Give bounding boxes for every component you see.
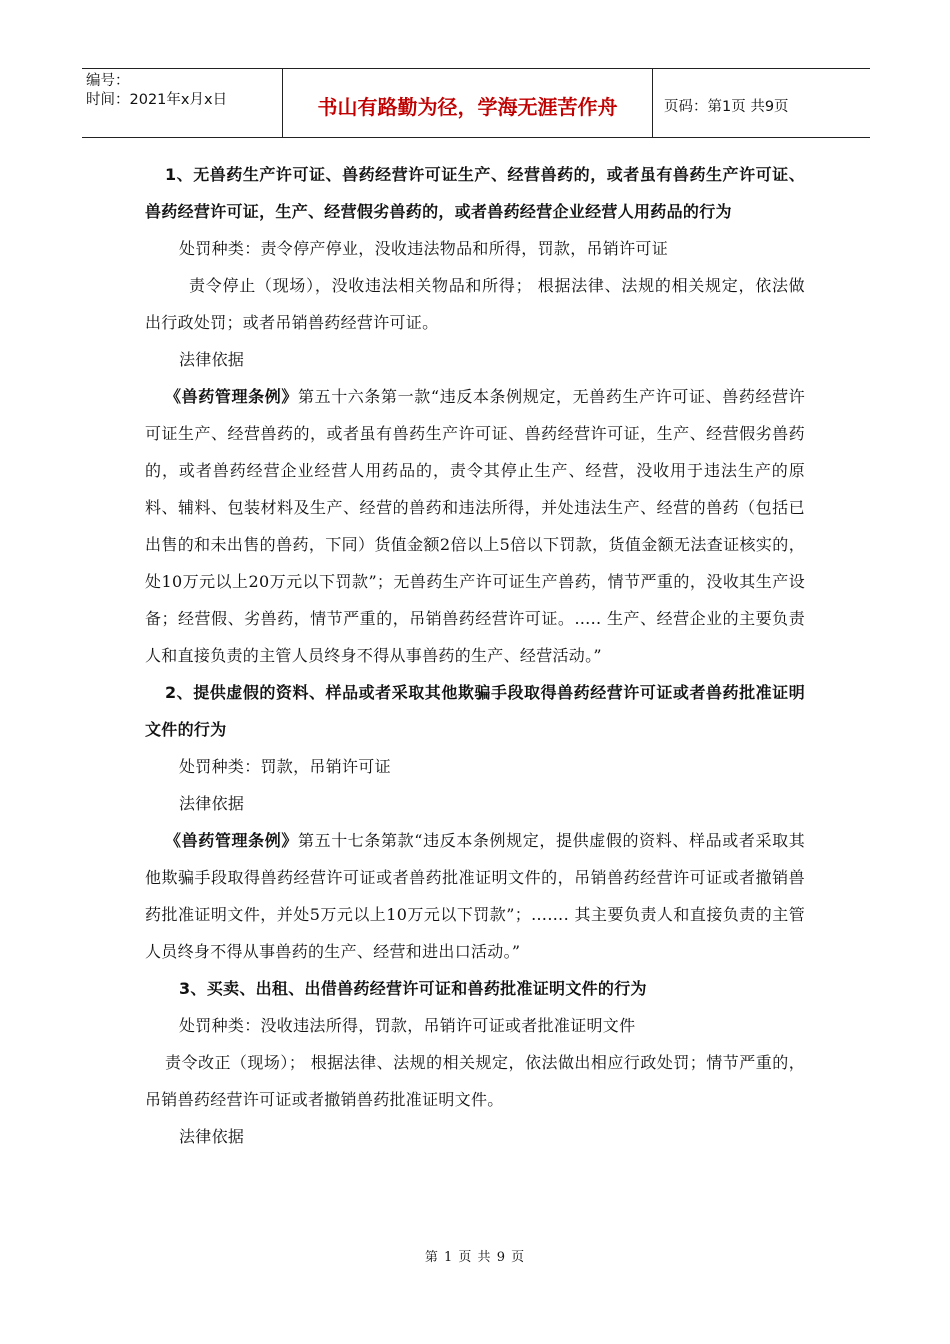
legal-basis-label: 法律依据	[179, 1127, 245, 1146]
section-heading: 1、无兽药生产许可证、兽药经营许可证生产、经营兽药的，或者虽有兽药生产许可证、兽药经营许可证，生产、经营假劣兽药的，或者兽药经营企业经营人用药品的行为	[145, 165, 805, 221]
regulation-text: 第五十七条第款“违反本条例规定，提供虚假的资料、样品或者采取其他欺骗手段取得兽药经营许可证或者兽药批准证明文件的，吊销兽药经营许可证或者撤销兽药批准证明文件，并处5万元以上10万元以下罚款”；……. 其主要负责人和直接负责的主管人员终身不得从事兽药的生产、经营和进出口活动。”	[145, 831, 805, 961]
regulation-name: 《兽药管理条例》	[165, 831, 298, 850]
section-heading: 3、买卖、出租、出借兽药经营许可证和兽药批准证明文件的行为	[179, 979, 647, 998]
header-table	[82, 68, 870, 138]
number-label: 编号：	[86, 73, 130, 89]
date-label: 时间：2021年x月x日	[86, 92, 228, 108]
penalty-measures: 责令改正（现场）； 根据法律、法规的相关规定，依法做出相应行政处罚；情节严重的，吊销兽药经营许可证或者撤销兽药批准证明文件。	[145, 1053, 805, 1109]
penalty-type: 处罚种类：没收违法所得，罚款，吊销许可证或者批准证明文件	[179, 1016, 636, 1035]
header-divider	[652, 69, 653, 137]
section-heading: 2、提供虚假的资料、样品或者采取其他欺骗手段取得兽药经营许可证或者兽药批准证明文件的行为	[145, 683, 805, 739]
header-motto: 书山有路勤为径，学海无涯苦作舟	[317, 94, 618, 119]
legal-basis-label: 法律依据	[179, 794, 245, 813]
regulation-text: 第五十六条第一款“违反本条例规定，无兽药生产许可证、兽药经营许可证生产、经营兽药的，或者虽有兽药生产许可证、兽药经营许可证，生产、经营假劣兽药的，或者兽药经营企业经营人用药品的，责令其停止生产、经营，没收用于违法生产的原料、辅料、包装材料及生产、经营的兽药和违法所得，并处违法生产、经营的兽药（包括已出售的和未出售的兽药，下同）货值金额2倍以上5倍以下罚款，货值金额无法查证核实的，处10万元以上20万元以下罚款”；无兽药生产许可证生产兽药，情节严重的，没收其生产设备；经营假、劣兽药，情节严重的，吊销兽药经营许可证。….. 生产、经营企业的主要负责人和直接负责的主管人员终身不得从事兽药的生产、经营活动。”	[145, 387, 805, 665]
header-meta	[82, 69, 282, 137]
regulation-paragraph	[145, 378, 805, 674]
legal-basis-label: 法律依据	[179, 350, 245, 369]
document-body	[145, 156, 805, 1155]
header-page-info: 页码：第1页 共9页	[664, 98, 789, 115]
regulation-name: 《兽药管理条例》	[165, 387, 298, 406]
penalty-type: 处罚种类：罚款，吊销许可证	[179, 757, 391, 776]
penalty-type: 处罚种类：责令停产停业，没收违法物品和所得，罚款，吊销许可证	[179, 239, 669, 258]
penalty-measures: 责令停止（现场），没收违法相关物品和所得； 根据法律、法规的相关规定，依法做出行政处罚；或者吊销兽药经营许可证。	[145, 276, 805, 332]
page-footer: 第 1 页 共 9 页	[424, 1250, 526, 1265]
regulation-paragraph	[145, 822, 805, 970]
